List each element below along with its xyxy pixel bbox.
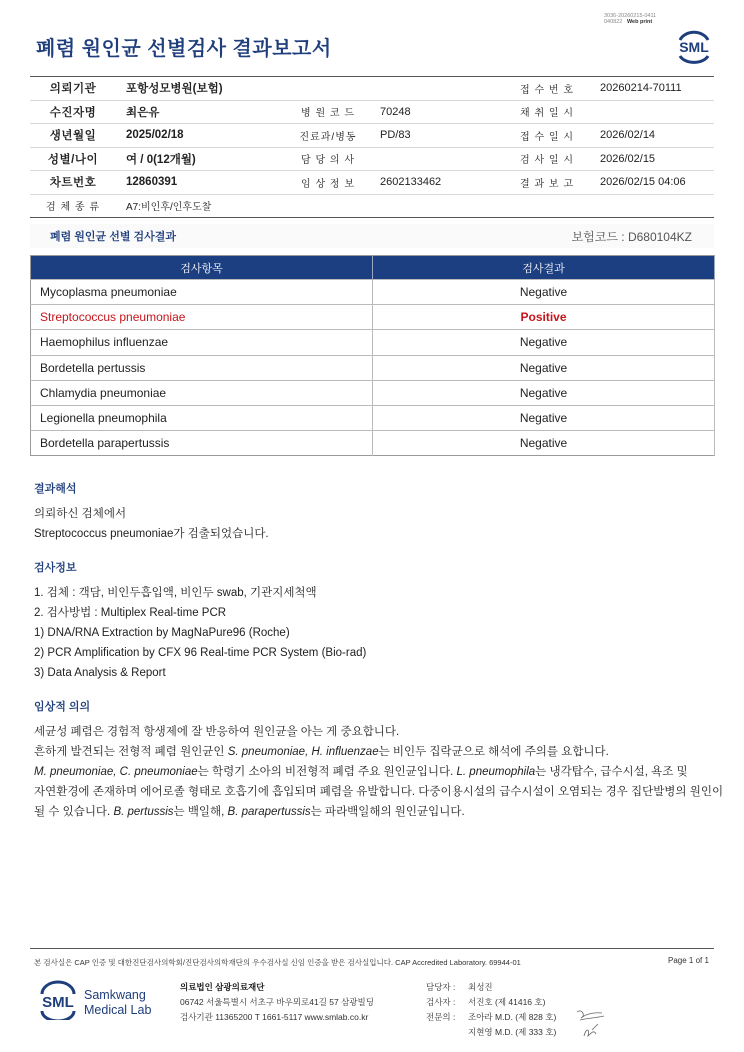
info-row [30, 101, 714, 125]
value-clinical-info: 2602133462 [380, 176, 442, 189]
value-physician [370, 148, 504, 171]
brand-line-1: Samkwang [84, 988, 146, 1002]
table-row [31, 280, 715, 305]
label-result-report: 결 과 보 고 [520, 178, 574, 190]
test-info-line: 2) PCR Amplification by CFX 96 Real-time PCR System (Bio-rad) [34, 647, 367, 659]
label-physician: 담 당 의 사 [301, 155, 355, 167]
brand-line-2: Medical Lab [84, 1003, 152, 1017]
test-item: Bordetella parapertussis [31, 431, 373, 456]
test-result: Negative [373, 431, 715, 456]
value-hospital-code: 70248 [380, 105, 411, 118]
test-result: Negative [373, 280, 715, 305]
table-row [31, 431, 715, 456]
info-row [30, 148, 714, 172]
test-item: Bordetella pertussis [31, 355, 373, 380]
interpretation-line: Streptococcus pneumoniae가 검출되었습니다. [34, 528, 269, 540]
report-title: 폐렴 원인균 선별검사 결과보고서 [36, 38, 332, 60]
staff-row: 담당자 : 최성진 [426, 982, 493, 992]
clinical-line: 자연환경에 존재하며 에어로졸 형태로 호흡기에 흡입되며 폐렴을 유발합니다. 다중이용시설의 급수시설이 오염되는 경우 집단발병의 원인이 [34, 786, 724, 798]
label-hospital-code: 병 원 코 드 [301, 108, 355, 120]
value-department-ward: PD/83 [380, 129, 411, 142]
test-result: Positive [373, 305, 715, 330]
logo-text: SML [679, 39, 709, 55]
sml-logo-icon [672, 26, 716, 64]
staff-row: 지현영 M.D. (제 333 호) [468, 1027, 557, 1037]
test-item: Chlamydia pneumoniae [31, 380, 373, 405]
staff-row: 전문의 : 조아라 M.D. (제 828 호) [426, 1012, 557, 1022]
info-row [30, 171, 714, 195]
interpretation-line: 의뢰하신 검체에서 [34, 508, 127, 520]
interpretation-section [34, 480, 269, 544]
label-chart-number: 차트번호 [49, 177, 97, 190]
web-print-label: Web print [626, 19, 653, 25]
value-sex-age: 여 / 0(12개월) [126, 153, 196, 166]
label-patient-name: 수진자명 [49, 106, 97, 119]
value-specimen-type: A7:비인후/인후도찰 [126, 202, 212, 214]
value-test-date: 2026/02/15 [600, 152, 656, 165]
accreditation-note: 본 검사실은 CAP 인증 및 대한진단검사의학회/진단검사의학재단의 우수검사실 신임 인증을 받은 검사실입니다. CAP Accredited Laboratory. 69944-01 [34, 958, 521, 967]
test-info-line: 1) DNA/RNA Extraction by MagNaPure96 (Roche) [34, 627, 290, 639]
insurance-code: 보험코드 : D680104KZ [571, 229, 692, 244]
test-info-line: 2. 검사방법 : Multiplex Real-time PCR [34, 607, 227, 619]
value-requesting-institution: 포항성모병원(보험) [126, 83, 223, 96]
test-info-title: 검사정보 [34, 562, 77, 574]
page-number: Page 1 of 1 [668, 956, 709, 965]
signature-icon [574, 1006, 610, 1040]
results-section-title: 폐렴 원인균 선별 검사결과 [50, 231, 177, 243]
label-birth-date: 생년월일 [49, 130, 97, 143]
test-result: Negative [373, 330, 715, 355]
test-info-line: 3) Data Analysis & Report [34, 667, 166, 679]
label-test-date: 검 사 일 시 [520, 155, 574, 167]
value-accession-number: 20260214-70111 [600, 82, 682, 95]
clinical-significance-section [34, 698, 723, 822]
info-row [30, 77, 714, 101]
brand-name [84, 988, 151, 1018]
table-row [31, 330, 715, 355]
test-item: Legionella pneumophila [31, 405, 373, 430]
table-row [31, 380, 715, 405]
test-result: Negative [373, 405, 715, 430]
logo-text: SML [42, 994, 74, 1011]
doc-code-line-1: 3036-20260215-0411 [604, 13, 657, 19]
test-item: Mycoplasma pneumoniae [31, 280, 373, 305]
table-row [31, 405, 715, 430]
doc-code-line-2: 040822 [604, 19, 623, 25]
test-info-section [34, 559, 366, 683]
footer-divider [30, 948, 714, 949]
organization-info [180, 980, 374, 1025]
patient-info-table [30, 76, 714, 218]
org-address: 06742 서울특별시 서초구 바우뫼로41길 57 삼광빌딩 [180, 997, 374, 1007]
interpretation-title: 결과해석 [34, 483, 77, 495]
staff-row: 검사자 : 서진호 (제 41416 호) [426, 997, 546, 1007]
clinical-line: 될 수 있습니다. B. pertussis는 백일해, B. parapertussis는 파라백일해의 원인균입니다. [34, 806, 465, 818]
test-item: Haemophilus influenzae [31, 330, 373, 355]
results-section-header [30, 224, 714, 248]
value-result-report: 2026/02/15 04:06 [600, 176, 686, 189]
info-row [30, 124, 714, 148]
label-collection-date: 채 취 일 시 [520, 108, 574, 120]
label-sex-age: 성별/나이 [47, 153, 99, 166]
value-birth-date: 2025/02/18 [126, 129, 184, 142]
clinical-line: M. pneumoniae, C. pneumoniae는 학령기 소아의 비전형적 폐렴 주요 원인균입니다. L. pneumophila는 냉각탑수, 급수시설, 욕조 및 [34, 766, 688, 778]
label-received-date: 접 수 일 시 [520, 131, 574, 143]
value-collection-date [590, 101, 714, 124]
org-name: 의료법인 삼광의료재단 [180, 982, 265, 992]
value-chart-number: 12860391 [126, 176, 178, 189]
value-patient-name: 최은유 [126, 106, 160, 119]
sml-logo-icon [36, 980, 80, 1020]
org-contact: 검사기관 11365200 T 1661-5117 www.smlab.co.kr [180, 1012, 369, 1022]
staff-info [426, 980, 556, 1040]
test-info-line: 1. 검체 : 객담, 비인두흡입액, 비인두 swab, 기관지세척액 [34, 587, 317, 599]
results-table [30, 255, 715, 456]
info-row [30, 195, 714, 219]
document-code [604, 13, 656, 25]
label-requesting-institution: 의뢰기관 [49, 83, 97, 96]
header-test-item: 검사항목 [31, 256, 373, 280]
value-received-date: 2026/02/14 [600, 129, 656, 142]
clinical-line: 세균성 폐렴은 경험적 항생제에 잘 반응하여 원인균을 아는 게 중요합니다. [34, 726, 400, 738]
label-department-ward: 진료과/병동 [299, 131, 357, 143]
table-row [31, 355, 715, 380]
clinical-title: 임상적 의의 [34, 701, 91, 713]
header-test-result: 검사결과 [373, 256, 715, 280]
clinical-line: 흔하게 발견되는 전형적 폐렴 원인균인 S. pneumoniae, H. influenzae는 비인두 집락균으로 해석에 주의를 요합니다. [34, 746, 609, 758]
table-row-positive [31, 305, 715, 330]
results-header-row [31, 256, 715, 280]
test-result: Negative [373, 380, 715, 405]
test-result: Negative [373, 355, 715, 380]
label-accession-number: 접 수 번 호 [520, 84, 574, 96]
label-clinical-info: 임 상 정 보 [301, 178, 355, 190]
label-specimen-type: 검 체 종 류 [46, 202, 100, 214]
test-item: Streptococcus pneumoniae [31, 305, 373, 330]
